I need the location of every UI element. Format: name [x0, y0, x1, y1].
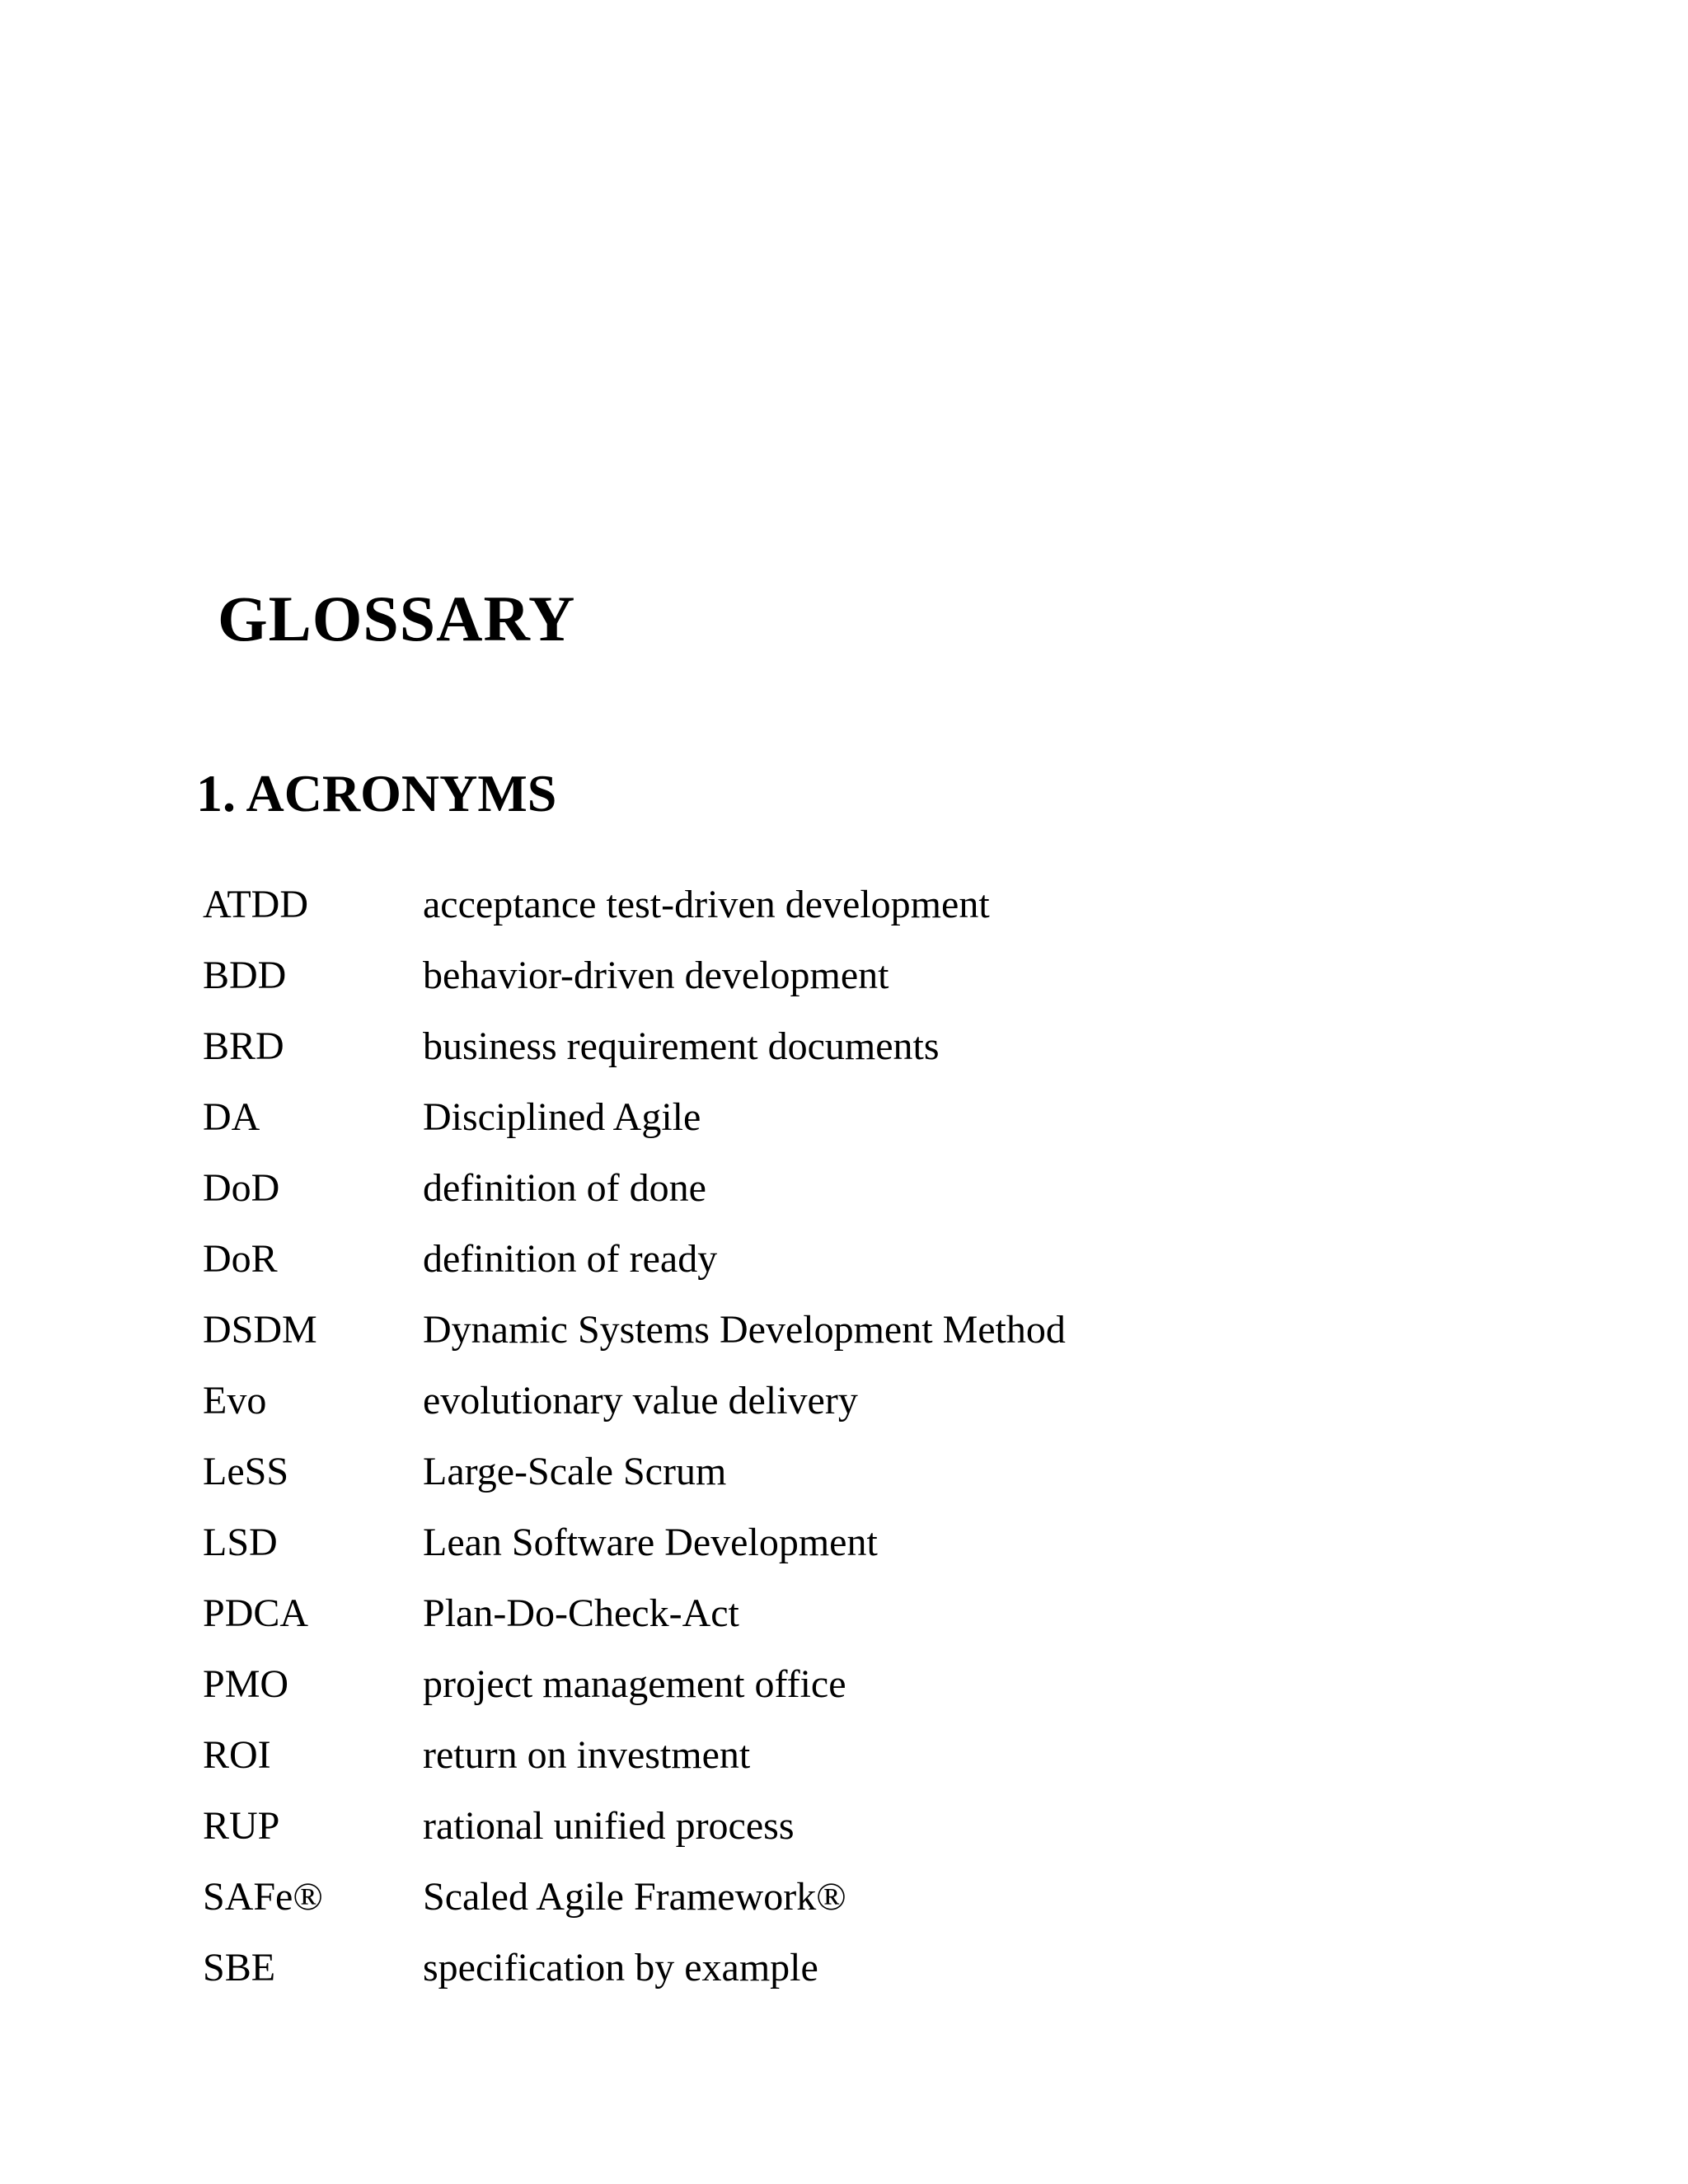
acronym-row — [203, 1011, 1439, 1082]
acronym-term: BDD — [203, 954, 287, 997]
acronym-definition: behavior-driven development — [423, 954, 889, 997]
acronym-row — [203, 1153, 1439, 1224]
acronym-definition: return on investment — [423, 1733, 751, 1777]
acronym-row — [203, 1649, 1439, 1720]
acronym-definition: rational unified process — [423, 1804, 795, 1848]
acronym-term: SAFe® — [203, 1875, 323, 1919]
page-title: GLOSSARY — [218, 583, 576, 654]
acronym-row — [203, 869, 1439, 940]
acronym-list — [203, 869, 1439, 1990]
acronym-definition: definition of ready — [423, 1237, 718, 1281]
acronym-term: DoR — [203, 1237, 278, 1281]
acronym-term: ROI — [203, 1733, 271, 1777]
acronym-term: DA — [203, 1095, 260, 1139]
acronym-term: ATDD — [203, 883, 308, 926]
acronym-definition: definition of done — [423, 1166, 706, 1210]
acronym-row — [203, 1295, 1439, 1366]
acronym-term: PDCA — [203, 1591, 309, 1635]
acronym-definition: Scaled Agile Framework® — [423, 1875, 846, 1919]
acronym-row — [203, 1791, 1439, 1862]
acronym-definition: Lean Software Development — [423, 1521, 878, 1564]
acronym-definition: specification by example — [423, 1946, 818, 1990]
acronym-row — [203, 940, 1439, 1011]
acronym-term: DSDM — [203, 1308, 317, 1352]
acronym-definition: project management office — [423, 1662, 846, 1706]
acronym-definition: Disciplined Agile — [423, 1095, 701, 1139]
section-heading-acronyms: 1. ACRONYMS — [196, 764, 557, 823]
acronym-row — [203, 1082, 1439, 1153]
acronym-row — [203, 1578, 1439, 1649]
acronym-row — [203, 1436, 1439, 1507]
acronym-definition: business requirement documents — [423, 1024, 940, 1068]
acronym-row — [203, 1720, 1439, 1791]
acronym-row — [203, 1862, 1439, 1933]
acronym-definition: acceptance test-driven development — [423, 883, 990, 926]
acronym-definition: Plan-Do-Check-Act — [423, 1591, 739, 1635]
acronym-definition: evolutionary value delivery — [423, 1379, 858, 1422]
acronym-term: BRD — [203, 1024, 284, 1068]
acronym-term: Evo — [203, 1379, 267, 1422]
acronym-term: RUP — [203, 1804, 280, 1848]
acronym-row — [203, 1224, 1439, 1295]
acronym-definition: Large-Scale Scrum — [423, 1450, 727, 1493]
acronym-definition: Dynamic Systems Development Method — [423, 1308, 1066, 1352]
acronym-term: SBE — [203, 1946, 276, 1990]
acronym-term: LSD — [203, 1521, 278, 1564]
acronym-row — [203, 1933, 1439, 2004]
acronym-term: LeSS — [203, 1450, 289, 1493]
acronym-term: DoD — [203, 1166, 280, 1210]
acronym-row — [203, 1507, 1439, 1578]
acronym-term: PMO — [203, 1662, 289, 1706]
acronym-row — [203, 1366, 1439, 1436]
